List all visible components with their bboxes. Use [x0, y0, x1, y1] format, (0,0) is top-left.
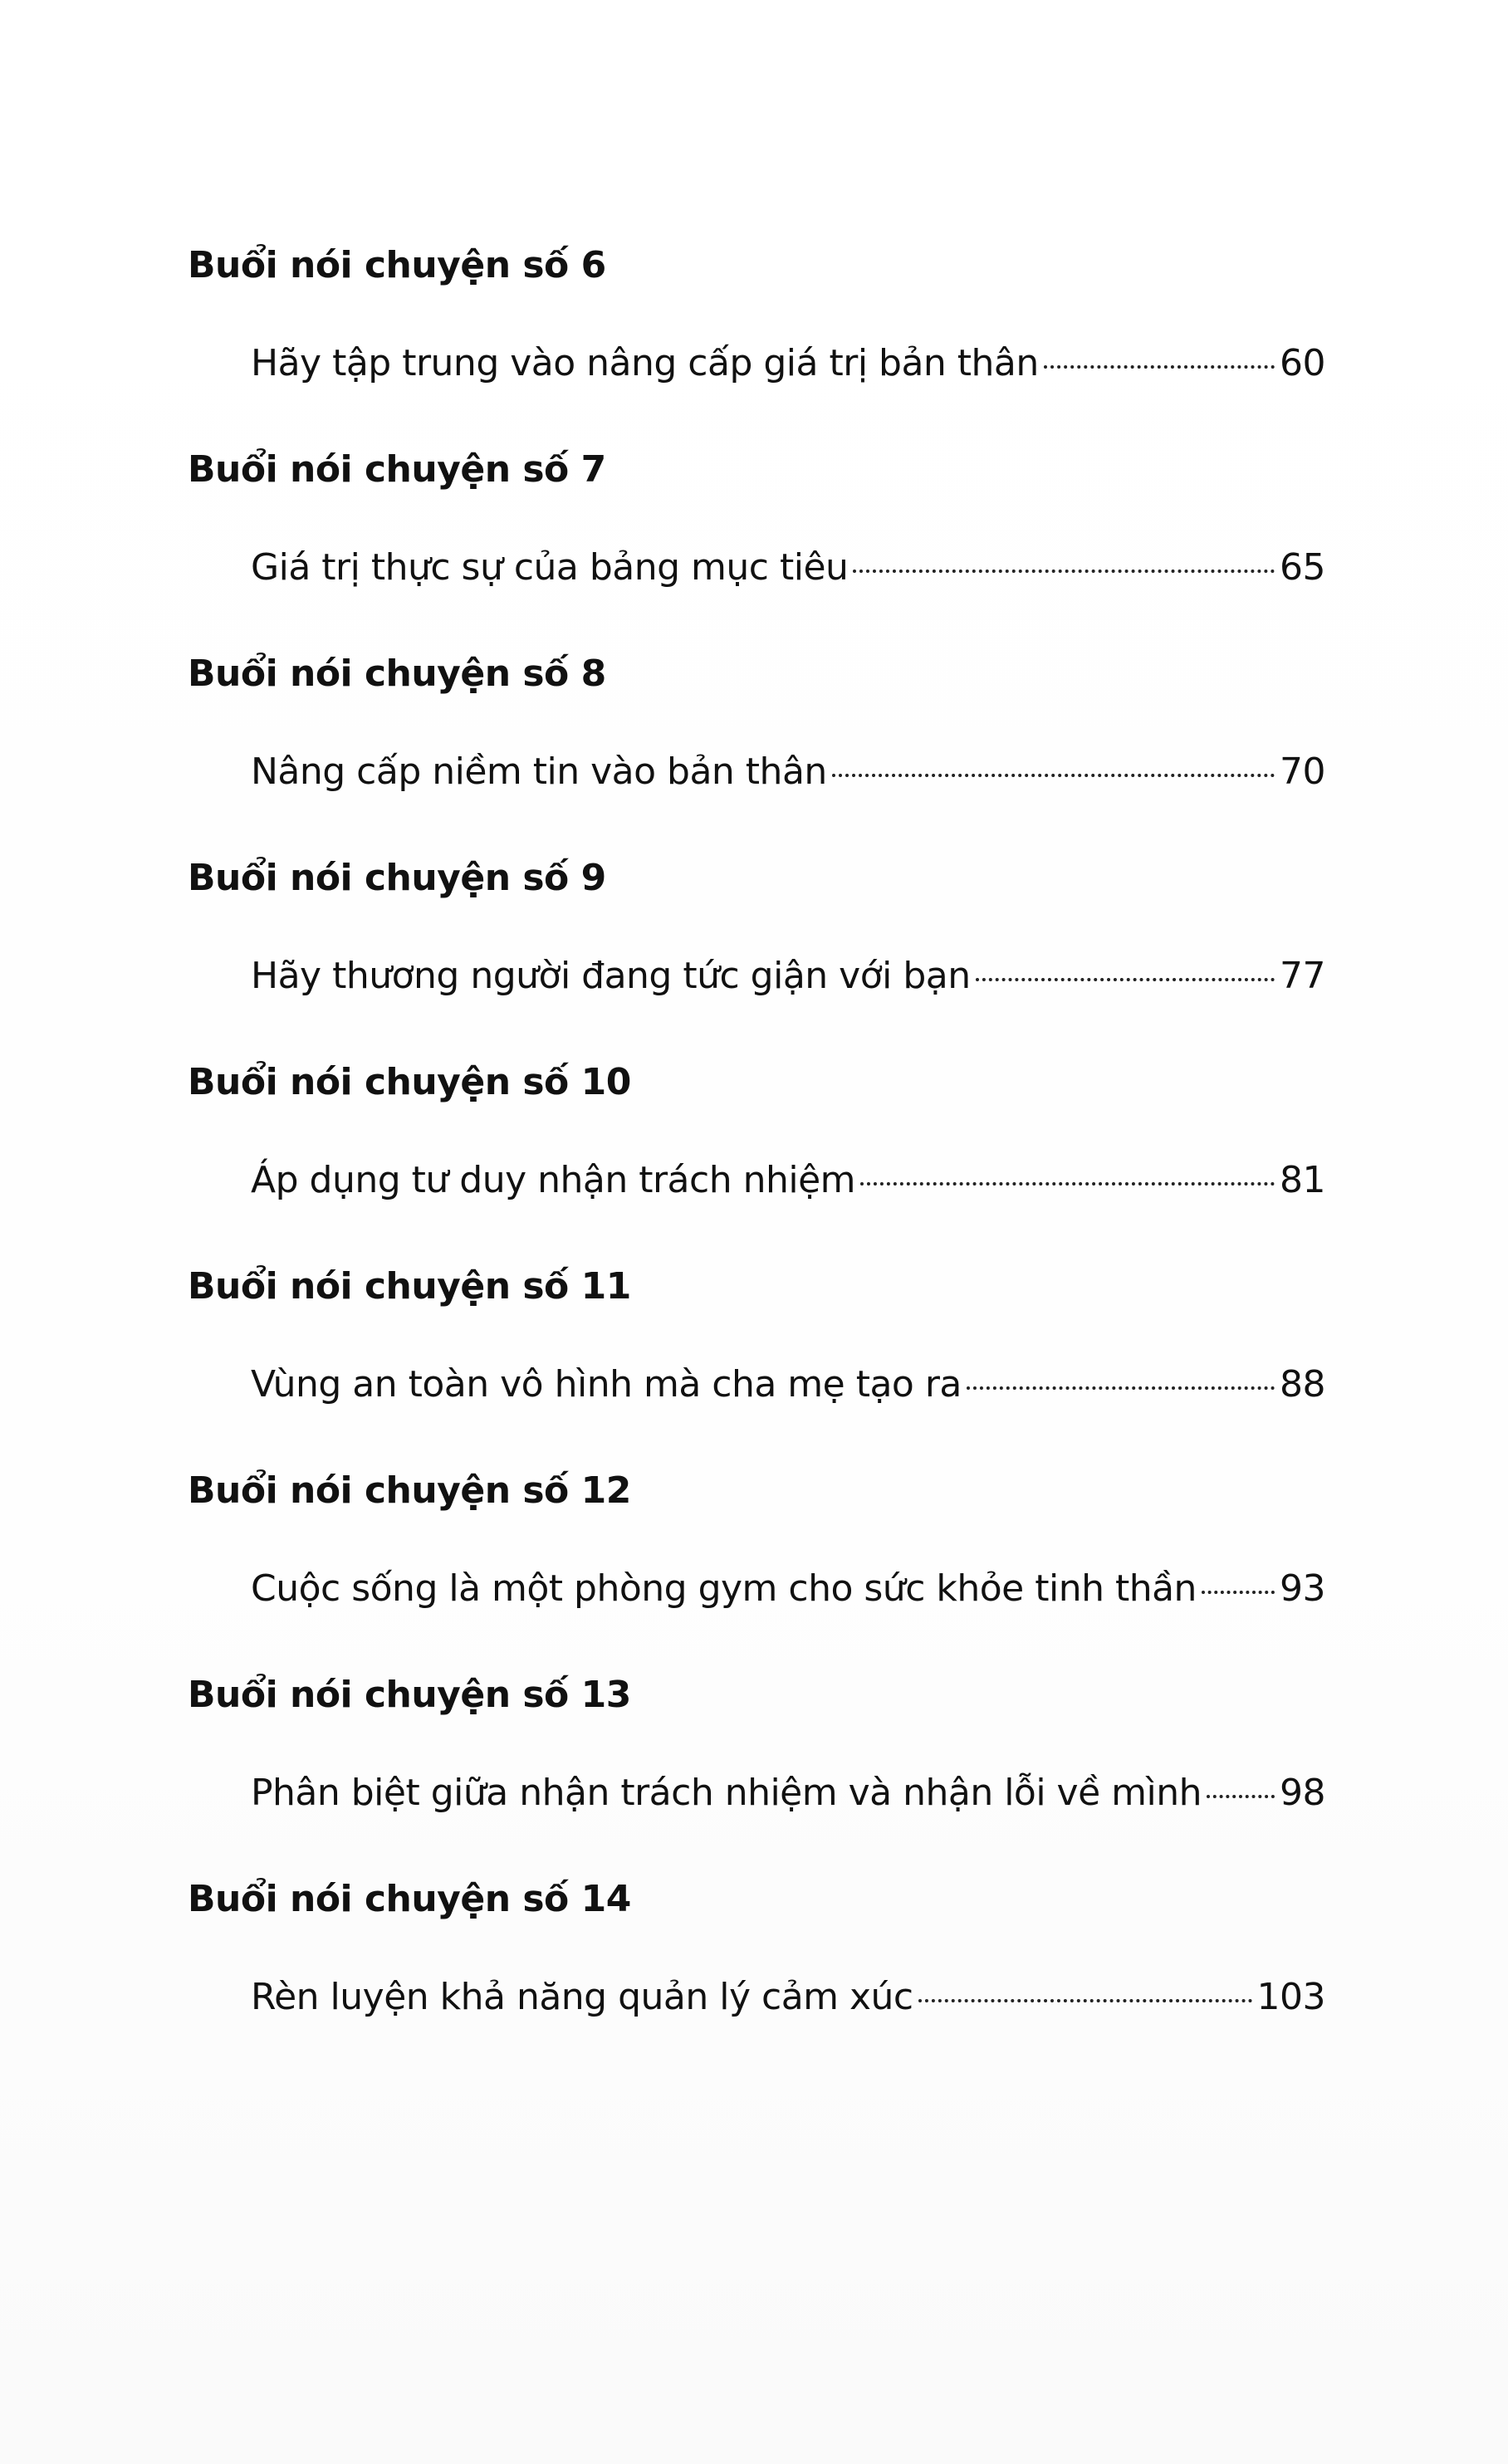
entry-title: Hãy tập trung vào nâng cấp giá trị bản thân	[251, 342, 1039, 384]
dot-leader	[1202, 1591, 1275, 1594]
page-number: 77	[1280, 955, 1325, 997]
dot-leader	[832, 774, 1275, 777]
toc-section	[188, 1466, 1325, 1670]
entry-title: Hãy thương người đang tức giận với bạn	[251, 955, 971, 997]
table-of-contents	[188, 241, 1325, 2079]
entry-title: Vùng an toàn vô hình mà cha mẹ tạo ra	[251, 1363, 962, 1406]
toc-entry	[251, 1564, 1325, 1614]
entry-title: Nâng cấp niềm tin vào bản thân	[251, 750, 827, 793]
dot-leader	[976, 978, 1275, 981]
page-number: 81	[1280, 1159, 1325, 1201]
page-number: 65	[1280, 546, 1325, 589]
page-number: 70	[1280, 750, 1325, 793]
toc-entry	[251, 543, 1325, 593]
toc-section	[188, 1262, 1325, 1466]
page-number: 103	[1256, 1976, 1325, 2018]
entry-title: Áp dụng tư duy nhận trách nhiệm	[251, 1159, 856, 1201]
toc-entry	[251, 1973, 1325, 2022]
toc-entry	[251, 747, 1325, 797]
section-heading: Buổi nói chuyện số 8	[188, 653, 606, 695]
section-heading: Buổi nói chuyện số 9	[188, 857, 606, 899]
entry-title: Phân biệt giữa nhận trách nhiệm và nhận lỗi về mình	[251, 1772, 1202, 1814]
toc-section	[188, 445, 1325, 649]
toc-entry	[251, 951, 1325, 1001]
toc-section	[188, 853, 1325, 1058]
dot-leader	[1044, 365, 1275, 369]
toc-entry	[251, 1360, 1325, 1410]
dot-leader	[967, 1386, 1275, 1390]
entry-title: Rèn luyện khả năng quản lý cảm xúc	[251, 1976, 913, 2018]
page-number: 98	[1280, 1772, 1325, 1814]
dot-leader	[918, 1999, 1252, 2002]
entry-title: Giá trị thực sự của bảng mục tiêu	[251, 546, 849, 589]
section-heading: Buổi nói chuyện số 13	[188, 1674, 631, 1716]
toc-section	[188, 1670, 1325, 1875]
section-heading: Buổi nói chuyện số 6	[188, 244, 606, 286]
section-heading: Buổi nói chuyện số 10	[188, 1061, 631, 1103]
toc-section	[188, 1058, 1325, 1262]
dot-leader	[860, 1182, 1275, 1186]
page-number: 60	[1280, 342, 1325, 384]
dot-leader	[853, 570, 1275, 573]
page-number: 93	[1280, 1567, 1325, 1610]
section-heading: Buổi nói chuyện số 11	[188, 1265, 631, 1308]
toc-section	[188, 1875, 1325, 2079]
toc-entry	[251, 339, 1325, 389]
toc-section	[188, 649, 1325, 853]
toc-entry	[251, 1156, 1325, 1205]
section-heading: Buổi nói chuyện số 7	[188, 448, 606, 491]
toc-section	[188, 241, 1325, 445]
page-number: 88	[1280, 1363, 1325, 1406]
toc-entry	[251, 1768, 1325, 1818]
entry-title: Cuộc sống là một phòng gym cho sức khỏe tinh thần	[251, 1567, 1197, 1610]
section-heading: Buổi nói chuyện số 14	[188, 1878, 631, 1920]
dot-leader	[1207, 1795, 1275, 1798]
section-heading: Buổi nói chuyện số 12	[188, 1469, 631, 1512]
